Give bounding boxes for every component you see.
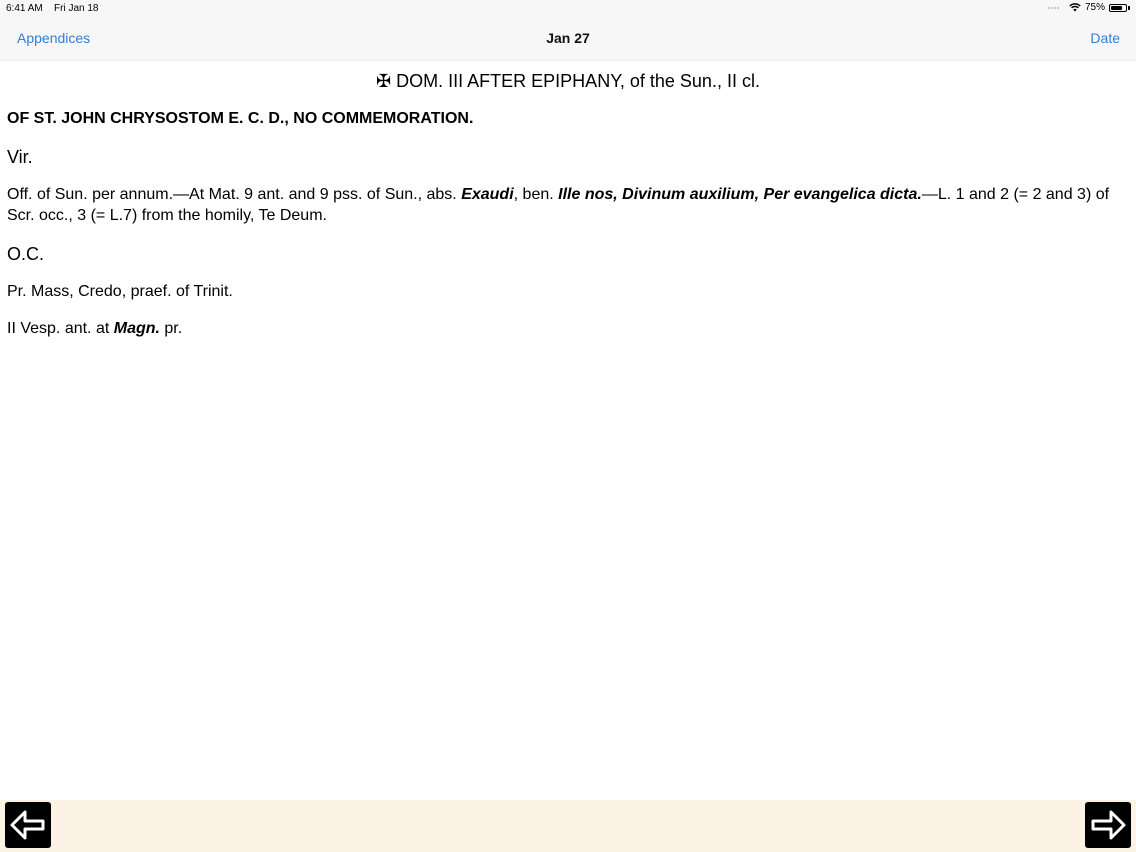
feast-title: DOM. III AFTER EPIPHANY, of the Sun., II cl. [396, 71, 760, 91]
wifi-icon [1069, 3, 1081, 12]
feast-heading [7, 70, 1129, 92]
maltese-cross-icon: ✠ [376, 71, 392, 91]
mass-paragraph: Pr. Mass, Credo, praef. of Trinit. [7, 283, 233, 300]
next-day-button[interactable] [1085, 802, 1131, 848]
vespers-incipit: Magn. [113, 320, 160, 337]
oration-note: O.C. [7, 244, 45, 264]
page-title: Jan 27 [546, 30, 590, 46]
status-time: 6:41 AM [6, 3, 43, 14]
office-text-3: —L. 1 and 2 (= 2 and 3) of Scr. occ., 3 (= L.7) from the homily, Te Deum. [7, 186, 1110, 224]
cellular-signal-icon [1048, 7, 1059, 9]
vespers-text-2: pr. [159, 320, 183, 337]
date-button[interactable]: Date [1090, 30, 1120, 46]
vespers-text-1: II Vesp. ant. at [7, 320, 114, 337]
vespers-paragraph [7, 318, 1129, 339]
battery-cap [1128, 6, 1130, 10]
office-incipit-1: Exaudi [461, 186, 514, 203]
office-text-2: , ben. [513, 186, 559, 203]
navigation-bar [0, 16, 1136, 61]
status-date: Fri Jan 18 [54, 3, 99, 14]
arrow-left-icon [9, 808, 47, 842]
appendices-button[interactable]: Appendices [17, 30, 91, 46]
arrow-right-icon [1089, 808, 1127, 842]
previous-day-button[interactable] [5, 802, 51, 848]
battery-icon [1109, 4, 1127, 12]
office-text-1: Off. of Sun. per annum.—At Mat. 9 ant. and 9 pss. of Sun., abs. [7, 186, 462, 203]
battery-percent: 75% [1084, 2, 1105, 13]
office-incipit-2: Ille nos, Divinum auxilium, Per evangelica dicta. [558, 186, 922, 203]
bottom-toolbar [0, 800, 1136, 852]
commemoration-heading: OF ST. JOHN CHRYSOSTOM E. C. D., NO COMMEMORATION. [7, 110, 474, 127]
ordo-content [7, 60, 1129, 339]
status-bar [0, 0, 1136, 16]
status-indicators [1048, 2, 1130, 13]
office-paragraph [7, 184, 1129, 226]
vestment-color: Vir. [7, 147, 33, 167]
